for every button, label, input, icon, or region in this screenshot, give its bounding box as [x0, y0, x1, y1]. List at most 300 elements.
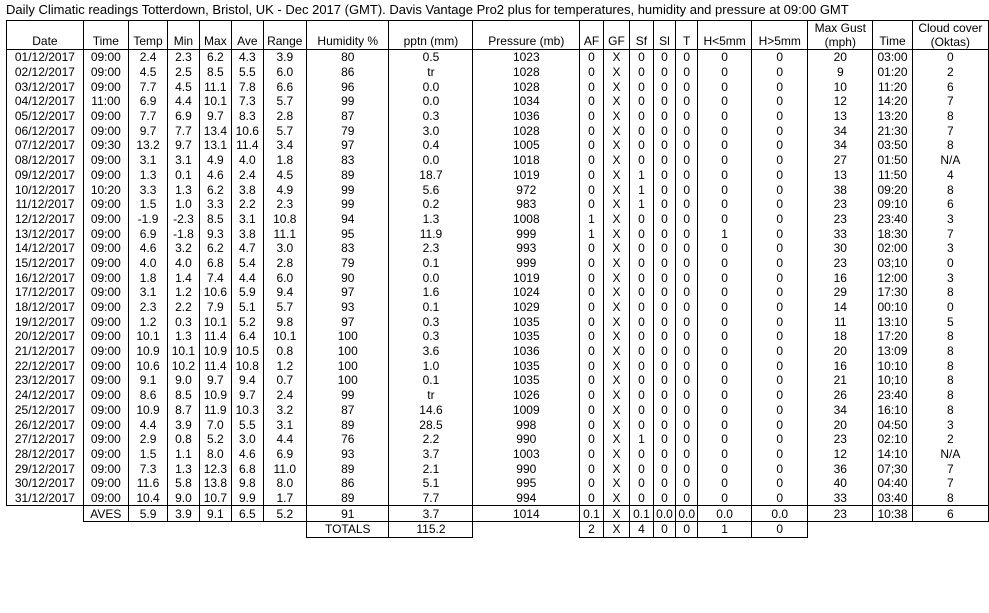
cell-max: 13.1: [199, 138, 231, 153]
cell-af: 0: [580, 300, 604, 315]
cell-cloud-cover: 7: [912, 226, 988, 241]
cell-time: 09:00: [83, 109, 128, 124]
cell-temp: 3.1: [128, 285, 167, 300]
cell-sf: 0: [630, 344, 654, 359]
cell-gf: X: [603, 241, 629, 256]
cell-max-gust: 40: [808, 476, 873, 491]
cell-max: 6.2: [199, 50, 231, 65]
cell-sf: 0: [630, 329, 654, 344]
cell-h-gt5: 0: [752, 432, 808, 447]
cell-pptn: 5.6: [389, 182, 473, 197]
cell-max-gust: 21: [808, 373, 873, 388]
cell-time: 09:00: [83, 153, 128, 168]
totals-spacer: [808, 522, 989, 538]
cell-h-gt5: 0: [752, 358, 808, 373]
cell-range: 2.8: [263, 109, 306, 124]
totals-h-gt5: 0: [752, 522, 808, 538]
cell-range: 3.4: [263, 138, 306, 153]
cell-humidity: 90: [307, 270, 389, 285]
cell-pressure: 1023: [473, 50, 580, 65]
cell-pressure: 1036: [473, 109, 580, 124]
cell-time: 09:00: [83, 358, 128, 373]
cell-h-lt5: 0: [698, 344, 752, 359]
cell-cloud-cover: 8: [912, 138, 988, 153]
cell-max: 4.6: [199, 168, 231, 183]
cell-min: 2.2: [168, 300, 199, 315]
cell-date: 13/12/2017: [7, 226, 84, 241]
table-row: [7, 491, 989, 506]
table-row: [7, 461, 989, 476]
cell-max-gust: 12: [808, 94, 873, 109]
col-t: T: [676, 21, 698, 50]
cell-af: 0: [580, 314, 604, 329]
cell-time: 09:00: [83, 344, 128, 359]
cell-max-gust: 27: [808, 153, 873, 168]
cell-ave: 6.8: [232, 461, 263, 476]
table-row: [7, 79, 989, 94]
cell-ave: 5.2: [232, 314, 263, 329]
cell-temp: 8.6: [128, 388, 167, 403]
cell-t: 0: [676, 358, 698, 373]
cell-max: 11.4: [199, 358, 231, 373]
cell-date: 16/12/2017: [7, 270, 84, 285]
cell-af: 0: [580, 403, 604, 418]
cell-af: 0: [580, 182, 604, 197]
cell-time: 09:00: [83, 432, 128, 447]
cell-humidity: 86: [307, 476, 389, 491]
cell-gust-time: 04:40: [873, 476, 912, 491]
cell-temp: 9.7: [128, 123, 167, 138]
cell-sf: 0: [630, 94, 654, 109]
cell-sf: 0: [630, 314, 654, 329]
cell-gust-time: 12:00: [873, 270, 912, 285]
cell-t: 0: [676, 491, 698, 506]
cell-t: 0: [676, 270, 698, 285]
cell-h-lt5: 0: [698, 270, 752, 285]
cell-gust-time: 13:10: [873, 314, 912, 329]
cell-pptn: 0.2: [389, 197, 473, 212]
cell-sl: 0: [653, 182, 676, 197]
cell-sl: 0: [653, 168, 676, 183]
cell-af: 0: [580, 241, 604, 256]
cell-max: 13.4: [199, 123, 231, 138]
cell-time: 09:00: [83, 270, 128, 285]
page-title: Daily Climatic readings Totterdown, Bristol, UK - Dec 2017 (GMT). Davis Vantage Pro2 plus for temperatures, humidity and pressure at 09:00 GMT: [6, 2, 849, 17]
cell-gf: X: [603, 476, 629, 491]
table-row: [7, 358, 989, 373]
cell-sl: 0: [653, 329, 676, 344]
cell-min: 0.1: [168, 168, 199, 183]
cell-temp: 10.4: [128, 491, 167, 506]
table-row: [7, 403, 989, 418]
table-row: [7, 476, 989, 491]
cell-min: 2.3: [168, 50, 199, 65]
cell-range: 2.8: [263, 256, 306, 271]
cell-ave: 5.4: [232, 256, 263, 271]
cell-date: 24/12/2017: [7, 388, 84, 403]
cell-gf: X: [603, 388, 629, 403]
aves-min: 3.9: [168, 506, 199, 522]
cell-min: 9.0: [168, 373, 199, 388]
cell-cloud-cover: 8: [912, 182, 988, 197]
table-row: [7, 388, 989, 403]
max-gust-unit: (mph): [824, 35, 856, 49]
cell-h-gt5: 0: [752, 461, 808, 476]
table-row: [7, 226, 989, 241]
cell-af: 0: [580, 168, 604, 183]
cell-temp: 10.6: [128, 358, 167, 373]
cell-cloud-cover: 8: [912, 344, 988, 359]
cell-cloud-cover: 0: [912, 256, 988, 271]
cell-pressure: 1029: [473, 300, 580, 315]
cell-h-gt5: 0: [752, 344, 808, 359]
cell-sl: 0: [653, 109, 676, 124]
cell-gf: X: [603, 109, 629, 124]
cell-h-lt5: 0: [698, 388, 752, 403]
cell-humidity: 76: [307, 432, 389, 447]
cell-min: 5.8: [168, 476, 199, 491]
cell-ave: 5.5: [232, 417, 263, 432]
cell-h-lt5: 0: [698, 285, 752, 300]
cell-cloud-cover: N/A: [912, 153, 988, 168]
cell-h-gt5: 0: [752, 270, 808, 285]
cell-time: 09:00: [83, 461, 128, 476]
cell-sl: 0: [653, 50, 676, 65]
cell-pptn: 0.3: [389, 109, 473, 124]
cell-gust-time: 16:10: [873, 403, 912, 418]
cell-date: 01/12/2017: [7, 50, 84, 65]
cell-gf: X: [603, 403, 629, 418]
cell-min: 8.7: [168, 403, 199, 418]
cell-ave: 3.8: [232, 182, 263, 197]
cell-min: 0.3: [168, 314, 199, 329]
cell-h-lt5: 0: [698, 491, 752, 506]
cell-gust-time: 23:40: [873, 212, 912, 227]
cell-time: 09:00: [83, 241, 128, 256]
cell-sl: 0: [653, 476, 676, 491]
cell-humidity: 79: [307, 123, 389, 138]
cell-t: 0: [676, 79, 698, 94]
cell-pptn: 7.7: [389, 491, 473, 506]
cell-af: 0: [580, 447, 604, 462]
cell-range: 0.7: [263, 373, 306, 388]
cell-max: 8.0: [199, 447, 231, 462]
cell-max: 7.0: [199, 417, 231, 432]
cell-h-gt5: 0: [752, 50, 808, 65]
cell-h-gt5: 0: [752, 300, 808, 315]
cell-h-lt5: 0: [698, 329, 752, 344]
col-temp: Temp: [128, 21, 167, 50]
cell-cloud-cover: 7: [912, 94, 988, 109]
cell-min: 1.1: [168, 447, 199, 462]
cell-date: 06/12/2017: [7, 123, 84, 138]
cell-h-lt5: 0: [698, 241, 752, 256]
cell-t: 0: [676, 241, 698, 256]
cell-cloud-cover: 2: [912, 432, 988, 447]
cell-temp: 1.8: [128, 270, 167, 285]
cell-h-lt5: 0: [698, 94, 752, 109]
totals-h-lt5: 1: [698, 522, 752, 538]
cell-range: 1.8: [263, 153, 306, 168]
cell-range: 6.0: [263, 270, 306, 285]
cell-t: 0: [676, 329, 698, 344]
cell-max-gust: 34: [808, 403, 873, 418]
cell-gf: X: [603, 197, 629, 212]
cell-pptn: 0.5: [389, 50, 473, 65]
cell-af: 1: [580, 212, 604, 227]
cell-h-lt5: 0: [698, 153, 752, 168]
cell-h-lt5: 0: [698, 314, 752, 329]
cell-temp: 1.3: [128, 168, 167, 183]
cell-gust-time: 03;10: [873, 256, 912, 271]
cell-cloud-cover: 8: [912, 403, 988, 418]
cell-cloud-cover: 7: [912, 123, 988, 138]
table-row: [7, 300, 989, 315]
cell-date: 04/12/2017: [7, 94, 84, 109]
cell-min: 10.1: [168, 344, 199, 359]
table-row: [7, 109, 989, 124]
col-time: Time: [83, 21, 128, 50]
cell-sl: 0: [653, 491, 676, 506]
cell-h-gt5: 0: [752, 94, 808, 109]
cell-t: 0: [676, 344, 698, 359]
cloud-cover-label: Cloud cover: [918, 21, 983, 35]
cell-af: 0: [580, 79, 604, 94]
cell-pptn: 2.1: [389, 461, 473, 476]
cell-max: 11.4: [199, 329, 231, 344]
cell-pressure: 1019: [473, 270, 580, 285]
cell-h-lt5: 0: [698, 461, 752, 476]
cell-sl: 0: [653, 285, 676, 300]
cell-pressure: 990: [473, 432, 580, 447]
cell-af: 0: [580, 417, 604, 432]
cell-h-gt5: 0: [752, 241, 808, 256]
cell-time: 09:00: [83, 314, 128, 329]
table-row: [7, 50, 989, 65]
cell-pptn: 0.4: [389, 138, 473, 153]
cell-date: 07/12/2017: [7, 138, 84, 153]
cell-cloud-cover: 7: [912, 476, 988, 491]
cell-gf: X: [603, 491, 629, 506]
table-row: [7, 329, 989, 344]
cell-humidity: 93: [307, 300, 389, 315]
cell-humidity: 93: [307, 447, 389, 462]
cell-af: 0: [580, 329, 604, 344]
cell-humidity: 99: [307, 197, 389, 212]
cell-range: 2.3: [263, 197, 306, 212]
cell-pptn: 5.1: [389, 476, 473, 491]
cell-max-gust: 14: [808, 300, 873, 315]
cell-pptn: 0.0: [389, 79, 473, 94]
cell-t: 0: [676, 212, 698, 227]
cell-pptn: 3.0: [389, 123, 473, 138]
cell-humidity: 99: [307, 182, 389, 197]
aves-max: 9.1: [199, 506, 231, 522]
cell-af: 0: [580, 197, 604, 212]
cell-pressure: 1005: [473, 138, 580, 153]
cell-cloud-cover: 3: [912, 212, 988, 227]
totals-label: TOTALS: [307, 522, 389, 538]
cell-pressure: 983: [473, 197, 580, 212]
cell-h-lt5: 0: [698, 138, 752, 153]
cell-time: 09:00: [83, 373, 128, 388]
cell-cloud-cover: 6: [912, 197, 988, 212]
cell-pressure: 1035: [473, 314, 580, 329]
cell-h-lt5: 0: [698, 123, 752, 138]
cell-gf: X: [603, 226, 629, 241]
cell-min: 2.5: [168, 65, 199, 80]
cell-cloud-cover: N/A: [912, 447, 988, 462]
cell-ave: 10.6: [232, 123, 263, 138]
cell-h-lt5: 0: [698, 373, 752, 388]
cell-max: 11.1: [199, 79, 231, 94]
cell-t: 0: [676, 476, 698, 491]
cell-gust-time: 00:10: [873, 300, 912, 315]
cell-t: 0: [676, 168, 698, 183]
cell-temp: 1.5: [128, 447, 167, 462]
cell-date: 26/12/2017: [7, 417, 84, 432]
cell-sf: 0: [630, 476, 654, 491]
cell-ave: 4.4: [232, 270, 263, 285]
col-pressure: Pressure (mb): [473, 21, 580, 50]
cell-min: 1.4: [168, 270, 199, 285]
cell-range: 11.0: [263, 461, 306, 476]
cell-h-lt5: 0: [698, 65, 752, 80]
col-humidity: Humidity %: [307, 21, 389, 50]
cell-range: 5.7: [263, 123, 306, 138]
cell-range: 6.9: [263, 447, 306, 462]
cell-temp: 4.0: [128, 256, 167, 271]
cell-temp: 1.5: [128, 197, 167, 212]
cell-ave: 7.8: [232, 79, 263, 94]
cell-gf: X: [603, 270, 629, 285]
cell-max: 9.7: [199, 109, 231, 124]
table-row: [7, 182, 989, 197]
col-gust-time: Time: [873, 21, 912, 50]
cell-sf: 1: [630, 432, 654, 447]
cell-range: 3.1: [263, 417, 306, 432]
cell-ave: 4.0: [232, 153, 263, 168]
cell-time: 09:00: [83, 491, 128, 506]
cell-t: 0: [676, 285, 698, 300]
cell-gf: X: [603, 138, 629, 153]
cell-max-gust: 20: [808, 50, 873, 65]
aves-sl: 0.0: [653, 506, 676, 522]
cell-gust-time: 17:30: [873, 285, 912, 300]
cell-pptn: 0.1: [389, 256, 473, 271]
cell-max: 10.1: [199, 94, 231, 109]
cell-max-gust: 23: [808, 212, 873, 227]
aves-range: 5.2: [263, 506, 306, 522]
cell-h-gt5: 0: [752, 476, 808, 491]
cell-h-gt5: 0: [752, 447, 808, 462]
cell-humidity: 99: [307, 94, 389, 109]
cell-date: 31/12/2017: [7, 491, 84, 506]
cell-sf: 0: [630, 241, 654, 256]
cell-h-lt5: 0: [698, 256, 752, 271]
cell-range: 6.0: [263, 65, 306, 80]
cell-max: 3.3: [199, 197, 231, 212]
cell-humidity: 97: [307, 285, 389, 300]
cell-max-gust: 34: [808, 138, 873, 153]
cell-sl: 0: [653, 373, 676, 388]
cell-pressure: 1035: [473, 373, 580, 388]
cell-cloud-cover: 6: [912, 79, 988, 94]
cell-max: 10.6: [199, 285, 231, 300]
cell-max: 7.4: [199, 270, 231, 285]
cell-pressure: 1018: [473, 153, 580, 168]
cell-min: 4.0: [168, 256, 199, 271]
cell-ave: 10.5: [232, 344, 263, 359]
cell-time: 09:00: [83, 403, 128, 418]
cell-t: 0: [676, 314, 698, 329]
cell-time: 09:00: [83, 197, 128, 212]
cell-max: 5.2: [199, 432, 231, 447]
cell-humidity: 80: [307, 50, 389, 65]
cell-t: 0: [676, 226, 698, 241]
aves-cloud-cover: 6: [912, 506, 988, 522]
cell-sl: 0: [653, 358, 676, 373]
cell-sf: 0: [630, 447, 654, 462]
cell-sl: 0: [653, 153, 676, 168]
cell-date: 21/12/2017: [7, 344, 84, 359]
cell-gf: X: [603, 358, 629, 373]
cell-af: 0: [580, 138, 604, 153]
cell-t: 0: [676, 50, 698, 65]
cell-h-gt5: 0: [752, 182, 808, 197]
table-row: [7, 241, 989, 256]
table-row: [7, 197, 989, 212]
table-row: [7, 417, 989, 432]
table-row: [7, 256, 989, 271]
cell-pressure: 1019: [473, 168, 580, 183]
cell-max-gust: 23: [808, 197, 873, 212]
cell-t: 0: [676, 94, 698, 109]
cell-af: 0: [580, 109, 604, 124]
cell-pressure: 1034: [473, 94, 580, 109]
cell-ave: 3.8: [232, 226, 263, 241]
cell-max-gust: 9: [808, 65, 873, 80]
cell-max: 6.8: [199, 256, 231, 271]
cell-h-gt5: 0: [752, 388, 808, 403]
cell-af: 0: [580, 123, 604, 138]
cell-cloud-cover: 5: [912, 314, 988, 329]
cell-h-gt5: 0: [752, 79, 808, 94]
cell-pptn: 11.9: [389, 226, 473, 241]
cell-cloud-cover: 3: [912, 270, 988, 285]
cell-range: 9.4: [263, 285, 306, 300]
cell-gf: X: [603, 182, 629, 197]
cell-h-gt5: 0: [752, 373, 808, 388]
cell-ave: 5.5: [232, 65, 263, 80]
cell-max: 8.5: [199, 212, 231, 227]
cell-pressure: 999: [473, 226, 580, 241]
cell-max-gust: 38: [808, 182, 873, 197]
cell-range: 9.8: [263, 314, 306, 329]
cell-sf: 0: [630, 123, 654, 138]
cell-h-lt5: 0: [698, 168, 752, 183]
aves-pptn: 3.7: [389, 506, 473, 522]
cell-time: 09:00: [83, 447, 128, 462]
cell-min: 4.4: [168, 94, 199, 109]
cell-gust-time: 03:50: [873, 138, 912, 153]
cell-cloud-cover: 3: [912, 241, 988, 256]
cell-time: 09:00: [83, 212, 128, 227]
cell-date: 23/12/2017: [7, 373, 84, 388]
cell-sf: 0: [630, 109, 654, 124]
cell-sl: 0: [653, 65, 676, 80]
totals-t: 0: [676, 522, 698, 538]
